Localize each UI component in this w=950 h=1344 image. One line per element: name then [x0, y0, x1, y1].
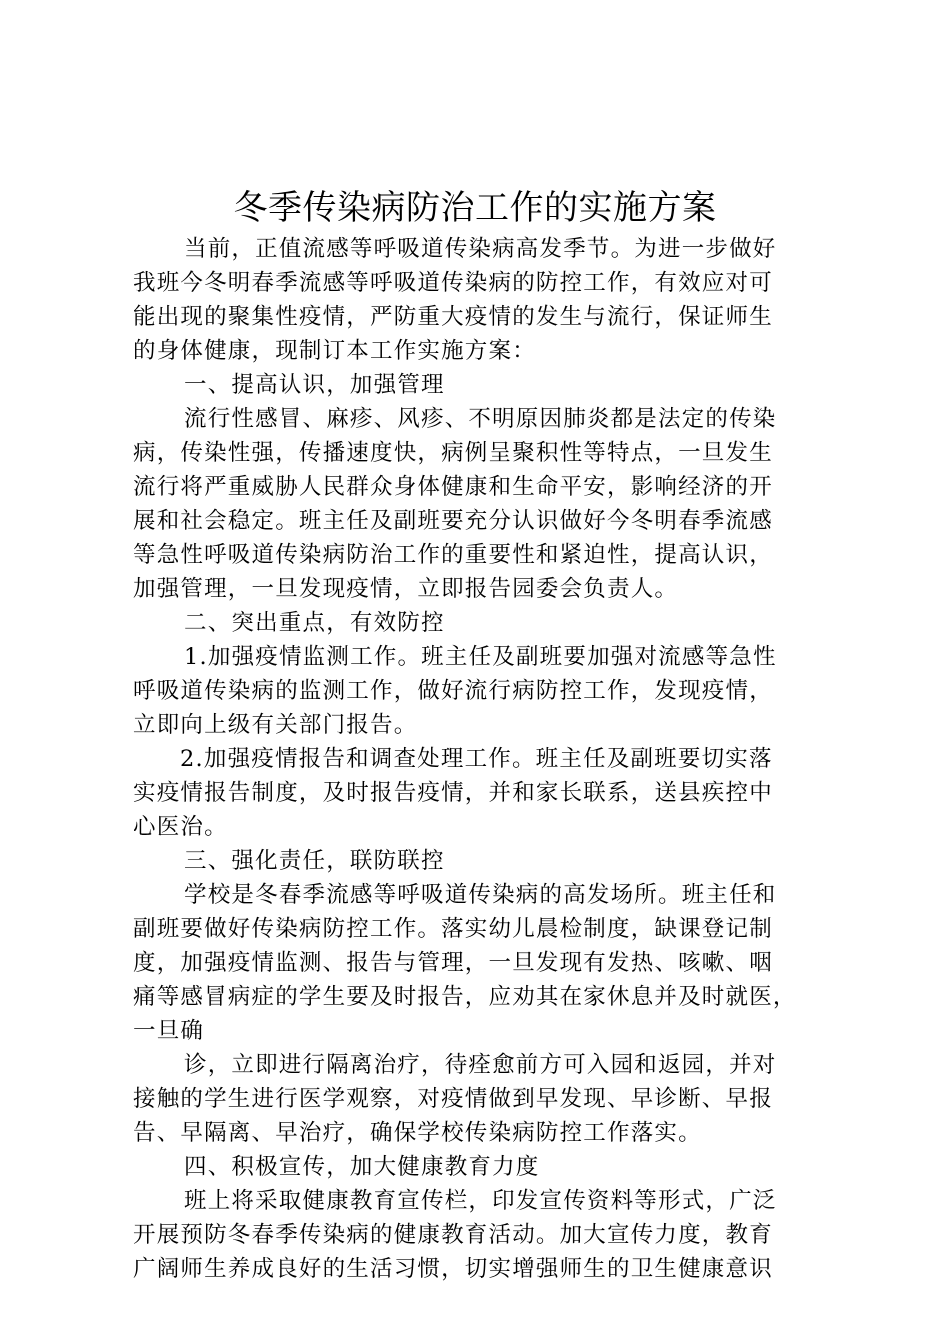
paragraph-line: 一旦确	[133, 1018, 205, 1044]
section-heading: 二、突出重点，有效防控	[184, 610, 445, 636]
paragraph-line: 接触的学生进行医学观察，对疫情做到早发现、早诊断、早报	[133, 1086, 773, 1112]
section-heading: 一、提高认识，加强管理	[184, 372, 445, 398]
paragraph-line: 1.加强疫情监测工作。班主任及副班要加强对流感等急性	[184, 644, 777, 670]
document-title: 冬季传染病防治工作的实施方案	[233, 188, 717, 228]
paragraph-line: 学校是冬春季流感等呼吸道传染病的高发场所。班主任和	[184, 882, 777, 908]
paragraph-line: 2.加强疫情报告和调查处理工作。班主任及副班要切实落	[180, 746, 773, 772]
section-heading: 四、积极宣传，加大健康教育力度	[184, 1154, 540, 1180]
paragraph-line: 呼吸道传染病的监测工作，做好流行病防控工作，发现疫情，	[133, 678, 773, 704]
paragraph-line: 度，加强疫情监测、报告与管理，一旦发现有发热、咳嗽、咽	[133, 950, 773, 976]
paragraph-line: 等急性呼吸道传染病防治工作的重要性和紧迫性，提高认识，	[133, 542, 773, 568]
paragraph-line: 实疫情报告制度，及时报告疫情，并和家长联系，送县疾控中	[133, 780, 773, 806]
paragraph-line: 流行性感冒、麻疹、风疹、不明原因肺炎都是法定的传染	[184, 406, 777, 432]
paragraph-line: 副班要做好传染病防控工作。落实幼儿晨检制度，缺课登记制	[133, 916, 773, 942]
paragraph-line: 立即向上级有关部门报告。	[133, 712, 418, 738]
paragraph-line: 班上将采取健康教育宣传栏，印发宣传资料等形式，广泛	[184, 1188, 777, 1214]
paragraph-line: 当前，正值流感等呼吸道传染病高发季节。为进一步做好	[184, 236, 777, 262]
paragraph-line: 诊，立即进行隔离治疗，待痊愈前方可入园和返园，并对	[184, 1052, 777, 1078]
paragraph-line: 广阔师生养成良好的生活习惯，切实增强师生的卫生健康意识	[133, 1256, 773, 1282]
paragraph-line: 流行将严重威胁人民群众身体健康和生命平安，影响经济的开	[133, 474, 773, 500]
paragraph-line: 痛等感冒病症的学生要及时报告，应劝其在家休息并及时就医，	[133, 984, 797, 1010]
paragraph-line: 的身体健康，现制订本工作实施方案：	[133, 338, 536, 364]
paragraph-line: 加强管理，一旦发现疫情，立即报告园委会负责人。	[133, 576, 679, 602]
paragraph-line: 展和社会稳定。班主任及副班要充分认识做好今冬明春季流感	[133, 508, 773, 534]
paragraph-line: 能出现的聚集性疫情，严防重大疫情的发生与流行，保证师生	[133, 304, 773, 330]
paragraph-line: 告、早隔离、早治疗，确保学校传染病防控工作落实。	[133, 1120, 702, 1146]
paragraph-line: 我班今冬明春季流感等呼吸道传染病的防控工作，有效应对可	[133, 270, 773, 296]
paragraph-line: 心医治。	[133, 814, 228, 840]
paragraph-line: 开展预防冬春季传染病的健康教育活动。加大宣传力度，教育	[133, 1222, 773, 1248]
section-heading: 三、强化责任，联防联控	[184, 848, 445, 874]
paragraph-line: 病，传染性强，传播速度快，病例呈聚积性等特点，一旦发生	[133, 440, 773, 466]
